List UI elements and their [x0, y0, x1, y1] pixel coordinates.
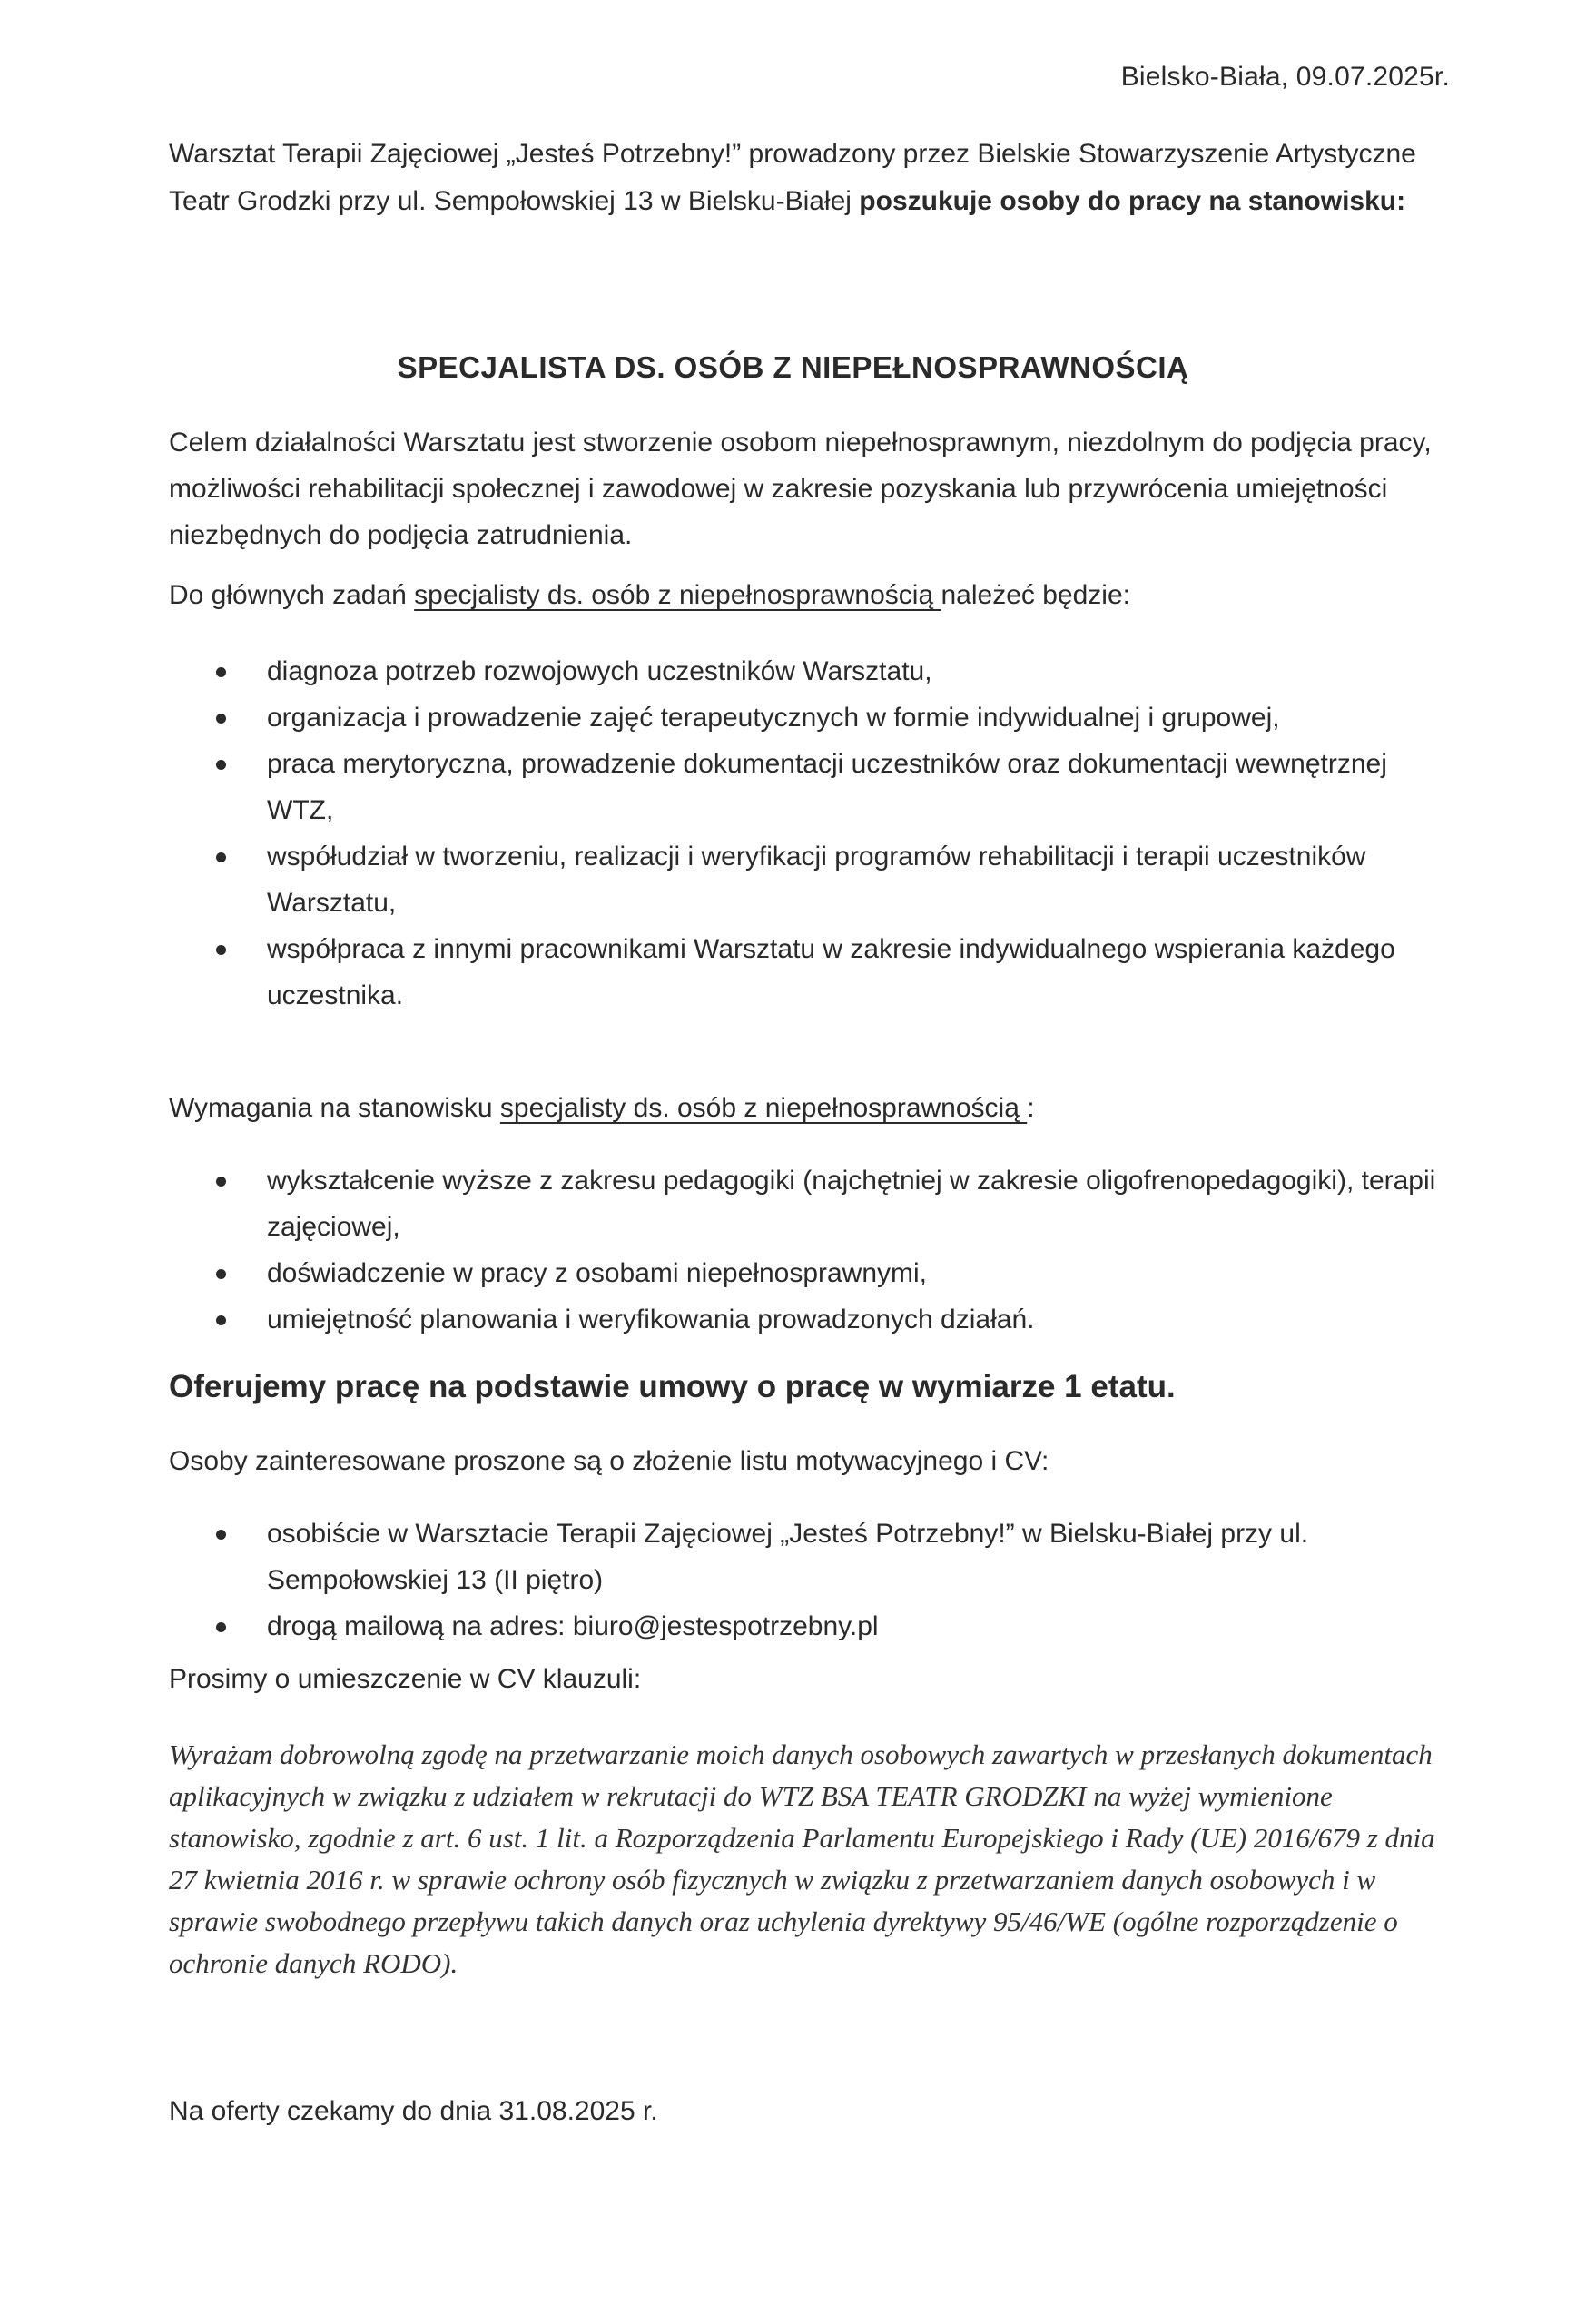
bullet-dot-icon	[216, 1622, 226, 1632]
apply-text: osobiście w Warsztacie Terapii Zajęciowej „Jesteś Potrzebny!” w Bielsku-Białej przy ul. Sempołowskiej 13 (II piętro)	[267, 1519, 1309, 1595]
duty-text: organizacja i prowadzenie zajęć terapeutycznych w formie indywidualnej i grupowej,	[267, 703, 1280, 733]
duty-item	[169, 833, 1458, 926]
duty-item	[169, 926, 1458, 1019]
duties-lead-before: Do głównych zadań	[169, 580, 415, 610]
bullet-dot-icon	[216, 1269, 226, 1279]
apply-lead: Osoby zainteresowane proszone są o złożenie listu motywacyjnego i CV:	[169, 1446, 1049, 1476]
requirements-list	[169, 1157, 1458, 1343]
requirement-text: doświadczenie w pracy z osobami niepełnosprawnymi,	[267, 1258, 928, 1288]
duties-lead	[169, 572, 1458, 618]
requirement-item	[169, 1250, 1458, 1296]
bullet-dot-icon	[216, 852, 226, 862]
job-title: SPECJALISTA DS. OSÓB Z NIEPEŁNOSPRAWNOŚCIĄ	[397, 350, 1189, 384]
bullet-dot-icon	[216, 714, 226, 724]
document-date: Bielsko-Biała, 09.07.2025r.	[1120, 62, 1450, 92]
apply-text: drogą mailową na adres: biuro@jestespotrzebny.pl	[267, 1611, 879, 1641]
offer-heading: Oferujemy pracę na podstawie umowy o pracę w wymiarze 1 etatu.	[169, 1369, 1176, 1404]
duty-text: współpraca z innymi pracownikami Warsztatu w zakresie indywidualnego wspierania każdego uczestnika.	[267, 934, 1395, 1010]
deadline: Na oferty czekamy do dnia 31.08.2025 r.	[169, 2096, 658, 2126]
requirement-text: wykształcenie wyższe z zakresu pedagogiki (najchętniej w zakresie oligofrenopedagogiki), terapii zajęciowej,	[267, 1166, 1436, 1242]
purpose-paragraph: Celem działalności Warsztatu jest stworzenie osobom niepełnosprawnym, niezdolnym do podjęcia pracy, możliwości rehabilitacji społecznej i zawodowej w zakresie pozyskania lub przywrócenia umiejętności niezbędnych do podjęcia zatrudnienia.	[169, 428, 1432, 550]
requirement-text: umiejętność planowania i weryfikowania prowadzonych działań.	[267, 1305, 1035, 1334]
requirements-lead-before: Wymagania na stanowisku	[169, 1093, 500, 1123]
requirement-item	[169, 1296, 1458, 1343]
apply-item	[169, 1603, 1458, 1649]
duty-item	[169, 741, 1458, 833]
duty-item	[169, 648, 1458, 694]
consent-clause: Wyrażam dobrowolną zgodę na przetwarzanie moich danych osobowych zawartych w przesłanych dokumentach aplikacyjnych w związku z udziałem w rekrutacji do WTZ BSA TEATR GRODZKI na wyżej wymienione stanowisko, zgodnie z art. 6 ust. 1 lit. a Rozporządzenia Parlamentu Europejskiego i Rady (UE) 2016/679 z dnia 27 kwietnia 2016 r. w sprawie ochrony osób fizycznych w związku z przetwarzaniem danych osobowych i w sprawie swobodnego przepływu takich danych oraz uchylenia dyrektywy 95/46/WE (ogólne rozporządzenie o ochronie danych RODO).	[169, 1738, 1435, 1979]
clause-lead: Prosimy o umieszczenie w CV klauzuli:	[169, 1664, 642, 1694]
bullet-dot-icon	[216, 1177, 226, 1187]
duties-list	[169, 648, 1458, 1019]
intro-paragraph	[169, 131, 1458, 225]
apply-list	[169, 1511, 1458, 1649]
intro-text: Warsztat Terapii Zajęciowej „Jesteś Potrzebny!” prowadzony przez Bielskie Stowarzyszenie Artystyczne Teatr Grodzki przy ul. Sempołowskiej 13 w Bielsku-Białej	[169, 139, 1416, 216]
duties-lead-underlined: specjalisty ds. osób z niepełnosprawnością	[414, 580, 941, 610]
requirements-lead-underlined: specjalisty ds. osób z niepełnosprawnością	[499, 1093, 1028, 1123]
bullet-dot-icon	[216, 667, 226, 677]
bullet-dot-icon	[216, 1530, 226, 1540]
duty-text: diagnoza potrzeb rozwojowych uczestników Warsztatu,	[267, 656, 932, 686]
apply-item	[169, 1511, 1458, 1603]
duty-text: praca merytoryczna, prowadzenie dokumentacji uczestników oraz dokumentacji wewnętrznej WTZ,	[267, 749, 1387, 825]
requirement-item	[169, 1157, 1458, 1250]
requirements-lead-after: :	[1027, 1093, 1035, 1123]
duty-item	[169, 694, 1458, 741]
intro-bold-text: poszukuje osoby do pracy na stanowisku:	[859, 186, 1406, 216]
duties-lead-after: należeć będzie:	[941, 580, 1130, 610]
bullet-dot-icon	[216, 760, 226, 770]
duty-text: współudział w tworzeniu, realizacji i weryfikacji programów rehabilitacji i terapii uczestników Warsztatu,	[267, 842, 1366, 918]
requirements-lead	[169, 1085, 1458, 1131]
bullet-dot-icon	[216, 945, 226, 955]
bullet-dot-icon	[216, 1315, 226, 1325]
